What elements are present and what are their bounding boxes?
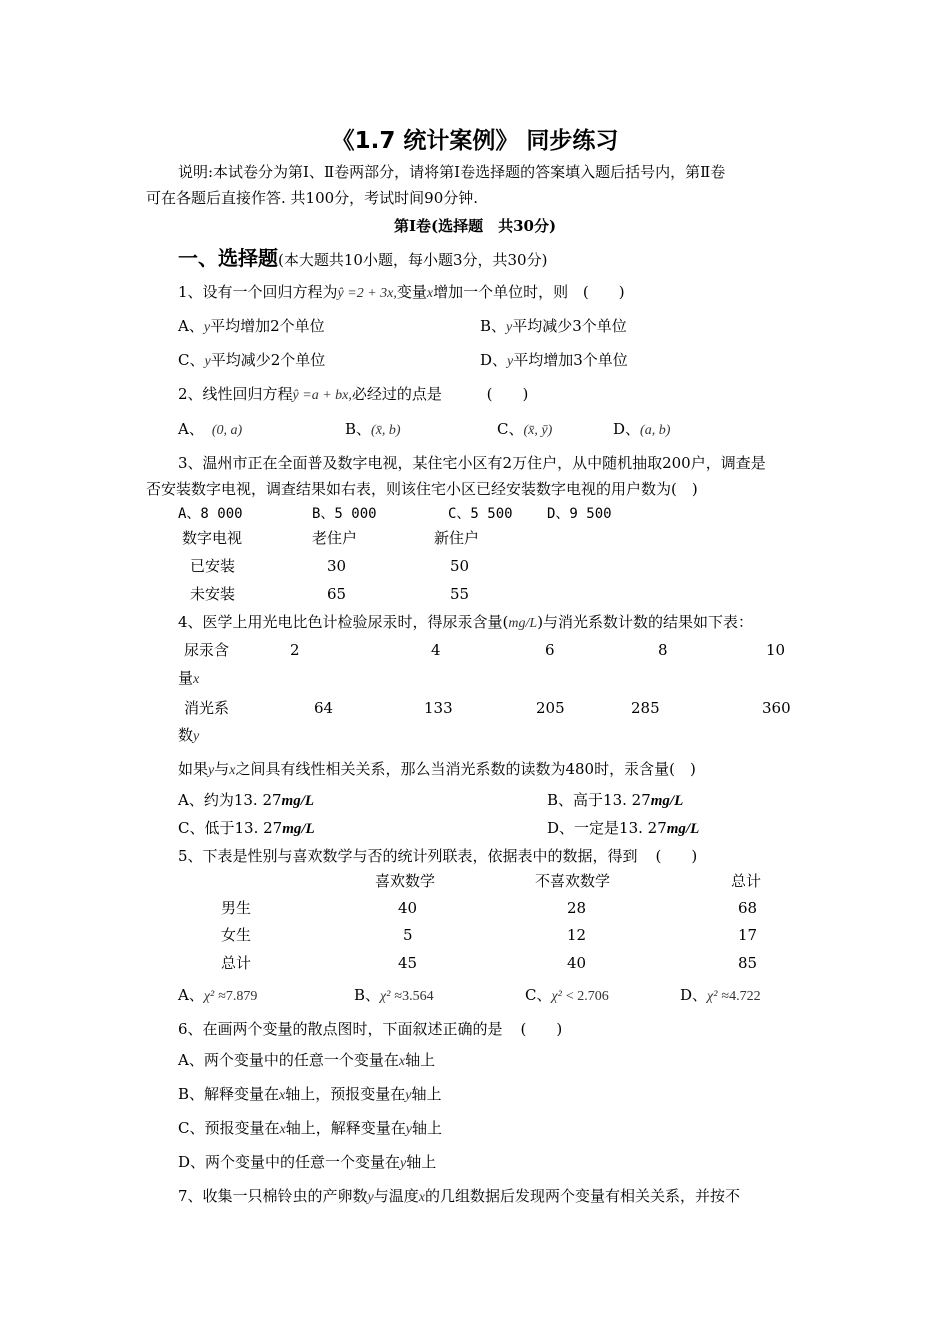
table-cell: 285 xyxy=(631,699,660,717)
q5-option-a xyxy=(178,985,257,1007)
q7-variable-x: x xyxy=(418,1190,425,1205)
q3-option-a: A、8 000 xyxy=(178,506,243,522)
option-label: C、 xyxy=(497,420,524,438)
intro-line-1: 说明:本试卷分为第Ⅰ、Ⅱ卷两部分，请将第Ⅰ卷选择题的答案填入题后括号内，第Ⅱ卷 xyxy=(178,163,726,181)
q5-stem xyxy=(178,846,697,866)
q1-stem xyxy=(178,282,625,304)
q3-option-c: C、5 500 xyxy=(448,506,513,522)
option-label: A、 xyxy=(178,317,204,335)
q4-follow-text: 如果 xyxy=(178,760,209,778)
table-row-label: 尿汞含 xyxy=(184,641,230,659)
option-label: B、 xyxy=(480,317,507,335)
table-cell: 68 xyxy=(738,899,758,917)
option-chi: χ² xyxy=(551,989,562,1004)
option-variable: y xyxy=(203,320,211,335)
option-variable: y xyxy=(507,354,514,369)
q2-option-a xyxy=(178,419,242,441)
q1-option-a xyxy=(178,316,325,338)
q2-stem-text: 2、线性回归方程 xyxy=(178,385,293,403)
q4-option-b xyxy=(547,790,683,811)
section-heading xyxy=(178,244,547,274)
option-value: (x̄, b) xyxy=(371,423,401,438)
q4-follow-up xyxy=(178,759,696,781)
table-cell: 已安装 xyxy=(190,557,236,575)
table-cell: 17 xyxy=(738,926,758,944)
q6-answer-paren: ( ) xyxy=(520,1020,563,1038)
option-text: 平均增加2个单位 xyxy=(210,317,325,335)
option-label: A、 xyxy=(178,420,204,438)
option-value: (a, b) xyxy=(640,423,671,438)
q7-stem-text-3: 的几组数据后发现两个变量有相关关系，并按不 xyxy=(425,1187,741,1205)
table-cell: 64 xyxy=(314,699,334,717)
option-label: B、 xyxy=(345,420,372,438)
table-cell: 40 xyxy=(567,954,587,972)
q3-option-b: B、5 000 xyxy=(312,506,377,522)
q6-option-d xyxy=(178,1152,436,1174)
option-variable-2: y xyxy=(405,1088,412,1103)
table-cell: 2 xyxy=(290,641,300,659)
q1-variable: x xyxy=(426,286,434,301)
q2-stem xyxy=(178,384,528,406)
table-cell: 未安装 xyxy=(190,585,236,603)
table-cell: 50 xyxy=(450,557,470,575)
table-cell: 12 xyxy=(567,926,587,944)
option-text: C、低于13. 27 xyxy=(178,819,283,837)
option-value: < 2.706 xyxy=(565,989,609,1004)
table-cell: 85 xyxy=(738,954,758,972)
option-chi: χ² xyxy=(707,989,718,1004)
label-variable: x xyxy=(193,672,200,687)
option-text: A、两个变量中的任意一个变量在 xyxy=(178,1051,399,1069)
table-cell: 10 xyxy=(766,641,786,659)
q1-stem-text: 1、设有一个回归方程为 xyxy=(178,283,338,301)
q5-option-d xyxy=(680,985,761,1007)
table-cell: 总计 xyxy=(221,954,252,972)
option-text-2: 轴上 xyxy=(406,1153,437,1171)
q1-option-b xyxy=(480,316,627,338)
q2-answer-paren: ( ) xyxy=(486,385,529,403)
q1-answer-paren: ( ) xyxy=(582,283,625,301)
table-row-label-2 xyxy=(178,668,199,690)
q6-option-a xyxy=(178,1050,435,1072)
table-cell: 5 xyxy=(403,926,413,944)
part1-heading: 第Ⅰ卷(选择题 共30分) xyxy=(393,217,557,235)
q4-stem-text-2: )与消光系数计数的结果如下表： xyxy=(537,613,754,631)
table-cell: 4 xyxy=(431,641,441,659)
option-chi: χ² xyxy=(380,989,391,1004)
q5-answer-paren: ( ) xyxy=(655,847,698,865)
table-header-cell: 总计 xyxy=(731,872,762,890)
label-text: 数 xyxy=(178,726,194,744)
q2-option-d xyxy=(613,419,670,441)
table-cell: 205 xyxy=(536,699,565,717)
option-variable: y xyxy=(506,320,513,335)
q5-stem-text: 5、下表是性别与喜欢数学与否的统计列联表，依据表中的数据，得到 xyxy=(178,847,638,865)
option-value: ≈4.722 xyxy=(721,989,761,1004)
intro-line-2: 可在各题后直接作答. 共100分，考试时间90分钟. xyxy=(146,189,479,207)
section-title: 一、选择题 xyxy=(178,246,278,270)
option-text: D、两个变量中的任意一个变量在 xyxy=(178,1153,401,1171)
table-header-cell: 新住户 xyxy=(434,529,480,547)
q5-option-c xyxy=(525,985,609,1007)
option-text: 平均增加3个单位 xyxy=(513,351,628,369)
label-text: 量 xyxy=(178,669,194,687)
table-cell: 6 xyxy=(545,641,555,659)
q2-option-c xyxy=(497,419,552,441)
table-header-cell: 数字电视 xyxy=(182,529,243,547)
option-variable: y xyxy=(204,354,211,369)
q1-stem-text-2: 变量 xyxy=(396,283,427,301)
option-text: B、高于13. 27 xyxy=(547,791,651,809)
q4-option-c xyxy=(178,818,315,839)
label-variable: y xyxy=(193,729,200,744)
table-header-cell: 喜欢数学 xyxy=(375,872,436,890)
option-value: ≈3.564 xyxy=(394,989,434,1004)
q1-option-d xyxy=(480,350,628,372)
table-row-label: 消光系 xyxy=(184,699,230,717)
page-title: 《1.7 统计案例》 同步练习 xyxy=(331,128,619,154)
q4-option-a xyxy=(178,790,314,811)
option-variable-2: y xyxy=(405,1122,412,1137)
table-cell: 65 xyxy=(327,585,347,603)
q1-equation: ŷ =2 + 3x, xyxy=(337,286,397,301)
option-label: A、 xyxy=(178,986,204,1004)
option-text-2: 轴上，解释变量在 xyxy=(285,1119,406,1137)
option-variable: x xyxy=(279,1088,286,1103)
q2-option-b xyxy=(345,419,401,441)
option-value: ≈7.879 xyxy=(218,989,258,1004)
q4-stem xyxy=(178,612,753,634)
option-value: (x̄, ȳ) xyxy=(523,423,553,438)
option-label: C、 xyxy=(178,351,205,369)
table-cell: 30 xyxy=(327,557,347,575)
option-text-3: 轴上 xyxy=(411,1119,442,1137)
table-cell: 男生 xyxy=(221,899,252,917)
option-label: C、 xyxy=(525,986,552,1004)
table-header-cell: 不喜欢数学 xyxy=(535,872,611,890)
q6-stem-text: 6、在画两个变量的散点图时，下面叙述正确的是 xyxy=(178,1020,503,1038)
option-text-3: 轴上 xyxy=(411,1085,442,1103)
option-variable: x xyxy=(398,1054,406,1069)
option-label: D、 xyxy=(680,986,708,1004)
q5-option-b xyxy=(354,985,434,1007)
option-text: C、预报变量在 xyxy=(178,1119,280,1137)
q4-stem-text: 4、医学上用光电比色计检验尿汞时，得尿汞含量( xyxy=(178,613,509,631)
q2-stem-text-2: 必经过的点是 xyxy=(351,385,442,403)
q4-follow-text-3: 之间具有线性相关关系，那么当消光系数的读数为480时，汞含量( ) xyxy=(235,760,696,778)
q3-option-d: D、9 500 xyxy=(547,506,612,522)
q4-variable-y: y xyxy=(208,763,215,778)
option-label: B、 xyxy=(354,986,381,1004)
table-cell: 28 xyxy=(567,899,587,917)
option-variable: y xyxy=(400,1156,407,1171)
option-unit: mg/L xyxy=(282,821,315,837)
q6-stem xyxy=(178,1019,562,1039)
q2-equation: ŷ =a + bx, xyxy=(292,388,352,403)
option-label: D、 xyxy=(613,420,641,438)
option-text-2: 轴上，预报变量在 xyxy=(285,1085,406,1103)
section-note: (本大题共10小题，每小题3分，共30分) xyxy=(278,251,548,269)
q7-stem xyxy=(178,1186,740,1208)
option-unit: mg/L xyxy=(650,793,684,809)
option-label: D、 xyxy=(480,351,508,369)
table-cell: 8 xyxy=(658,641,668,659)
table-header-cell: 老住户 xyxy=(312,529,358,547)
option-text: D、一定是13. 27 xyxy=(547,819,667,837)
q6-option-c xyxy=(178,1118,442,1140)
q7-stem-text: 7、收集一只棉铃虫的产卵数 xyxy=(178,1187,368,1205)
option-unit: mg/L xyxy=(281,793,315,809)
table-cell: 360 xyxy=(762,699,791,717)
q1-option-c xyxy=(178,350,325,372)
option-text: B、解释变量在 xyxy=(178,1085,280,1103)
option-text: 平均减少2个单位 xyxy=(210,351,326,369)
q7-variable-y: y xyxy=(367,1190,374,1205)
q4-option-d xyxy=(547,818,699,839)
q4-variable-x: x xyxy=(229,763,236,778)
option-chi: χ² xyxy=(203,989,215,1004)
q4-follow-text-2: 与 xyxy=(214,760,230,778)
option-variable: x xyxy=(279,1122,286,1137)
table-cell: 133 xyxy=(424,699,453,717)
table-cell: 40 xyxy=(398,899,418,917)
table-row-label-2 xyxy=(178,725,199,747)
q6-option-b xyxy=(178,1084,442,1106)
q7-stem-text-2: 与温度 xyxy=(373,1187,419,1205)
table-cell: 女生 xyxy=(221,926,252,944)
q3-line-1: 3、温州市正在全面普及数字电视，某住宅小区有2万住户，从中随机抽取200户，调查是 xyxy=(178,454,766,472)
table-cell: 55 xyxy=(450,585,470,603)
option-text: 平均减少3个单位 xyxy=(512,317,627,335)
option-text-2: 轴上 xyxy=(405,1051,436,1069)
q1-stem-text-3: 增加一个单位时，则 xyxy=(433,283,569,301)
table-cell: 45 xyxy=(398,954,418,972)
option-unit: mg/L xyxy=(666,821,700,837)
option-text: A、约为13. 27 xyxy=(178,791,282,809)
q4-unit: mg/L xyxy=(508,616,538,631)
q3-line-2: 否安装数字电视，调查结果如右表，则该住宅小区已经安装数字电视的用户数为( ) xyxy=(146,480,698,498)
option-value: (0, a) xyxy=(211,423,243,438)
